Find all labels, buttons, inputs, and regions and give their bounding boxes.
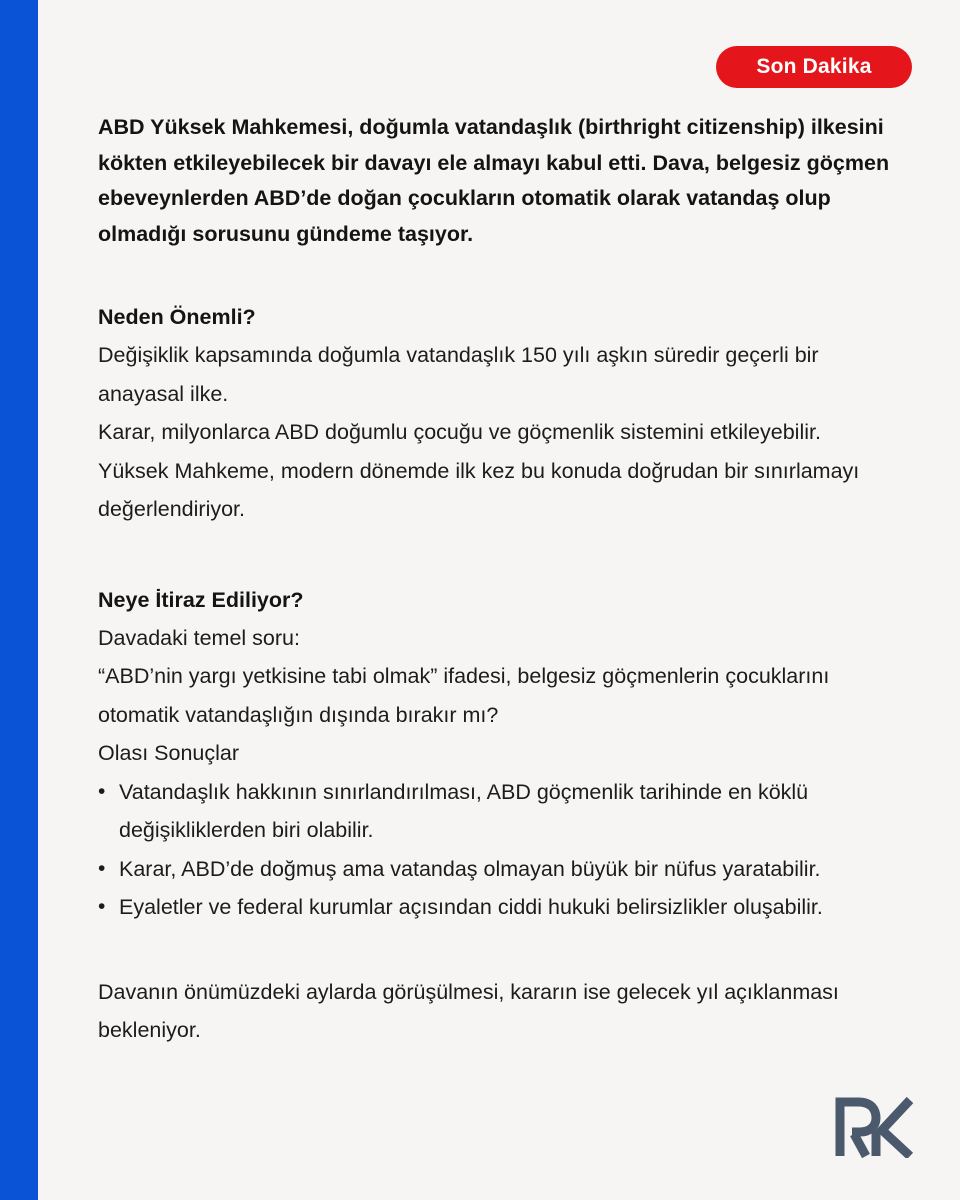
list-item-text: Vatandaşlık hakkının sınırlandırılması, ABD göçmenlik tarihinde en köklü değişikliklerden biri olabilir. bbox=[119, 779, 809, 842]
closing-paragraph: Davanın önümüzdeki aylarda görüşülmesi, kararın ise gelecek yıl açıklanması bekleniyor. bbox=[98, 979, 839, 1042]
outcomes-list bbox=[98, 773, 898, 927]
paragraph: Yüksek Mahkeme, modern dönemde ilk kez bu konuda doğrudan bir sınırlamayı değerlendiriyor. bbox=[98, 458, 860, 521]
bullet-icon: • bbox=[98, 779, 106, 803]
list-item-text: Karar, ABD’de doğmuş ama vatandaş olmayan büyük bir nüfus yaratabilir. bbox=[119, 856, 821, 881]
list-item bbox=[98, 888, 898, 927]
question-paragraph: “ABD’nin yargı yetkisine tabi olmak” ifadesi, belgesiz göçmenlerin çocuklarını otomatik vatandaşlığın dışında bırakır mı? bbox=[98, 664, 830, 727]
section-heading-what-is-disputed: Neye İtiraz Ediliyor? bbox=[98, 587, 304, 612]
accent-side-bar bbox=[0, 0, 38, 1200]
article-body bbox=[98, 110, 898, 1050]
rk-monogram-icon bbox=[832, 1096, 914, 1158]
list-item-text: Eyaletler ve federal kurumlar açısından ciddi hukuki belirsizlikler oluşabilir. bbox=[119, 895, 823, 919]
list-item bbox=[98, 773, 898, 850]
paragraph: Değişiklik kapsamında doğumla vatandaşlık 150 yılı aşkın süredir geçerli bir anayasal ilke. bbox=[98, 343, 819, 406]
bullet-icon: • bbox=[98, 856, 106, 880]
breaking-news-badge: Son Dakika bbox=[716, 46, 912, 88]
bullet-icon: • bbox=[98, 895, 106, 918]
lead-paragraph: ABD Yüksek Mahkemesi, doğumla vatandaşlık (birthright citizenship) ilkesini kökten etkileyebilecek bir davayı ele almayı kabul etti. Dava, belgesiz göçmen ebeveynlerden ABD’de doğan çocukların otomatik olarak vatandaş olup olmadığı sorusunu gündeme taşıyor. bbox=[98, 115, 890, 246]
paragraph: Davadaki temel soru: bbox=[98, 625, 300, 650]
paragraph: Karar, milyonlarca ABD doğumlu çocuğu ve göçmenlik sistemini etkileyebilir. bbox=[98, 420, 821, 444]
section-heading-why-important: Neden Önemli? bbox=[98, 305, 256, 329]
list-item bbox=[98, 850, 898, 889]
possible-outcomes-label: Olası Sonuçlar bbox=[98, 741, 240, 765]
